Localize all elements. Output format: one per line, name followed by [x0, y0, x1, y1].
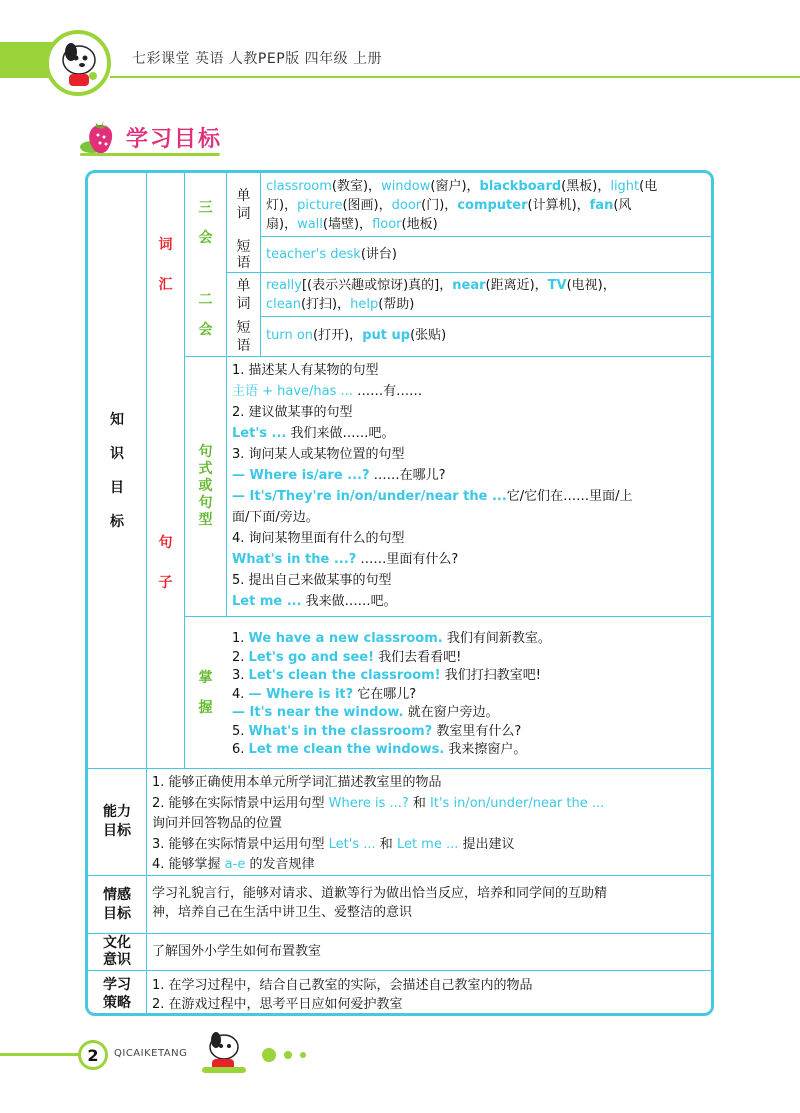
vocab-label [147, 173, 184, 356]
text-line [232, 423, 712, 444]
highlighted-text: — Where is it? [248, 686, 354, 702]
text-line [232, 741, 712, 760]
knowledge-char: 目 [110, 479, 124, 496]
vocab-char: 词 [158, 236, 173, 253]
text-segment: (教室)， [331, 179, 382, 194]
highlighted-text: — Where is/are ...? [232, 468, 370, 483]
mascot-logo [45, 30, 111, 96]
highlighted-text: Let me clean the windows. [248, 742, 445, 757]
three-skills-char: 三 [198, 199, 213, 216]
highlighted-text: computer [457, 198, 528, 213]
highlighted-text: We have a new classroom. [248, 631, 443, 646]
highlighted-text: really [266, 278, 302, 293]
header-title: 七彩课堂 英语 人教PEP版 四年级 上册 [132, 51, 383, 67]
vocab-char: 汇 [158, 276, 173, 293]
text-segment: 它在哪儿? [353, 686, 417, 702]
text-line [232, 444, 712, 465]
text-line [266, 245, 714, 264]
three-skills-phrases [266, 245, 714, 264]
highlighted-text: put up [362, 328, 411, 343]
text-segment: 它/它们在……里面/上 [506, 489, 633, 504]
highlighted-text: fan [589, 198, 614, 213]
text-line [152, 855, 712, 876]
two-skills-char: 会 [198, 321, 213, 338]
text-line [232, 507, 712, 528]
text-line [232, 465, 712, 486]
text-segment: 提出建议 [458, 836, 515, 852]
text-segment: (电视)， [566, 278, 616, 293]
text-segment: (风 [613, 198, 632, 213]
text-segment: 2. [232, 649, 249, 665]
ability-label-line: 能力 [103, 804, 131, 820]
text-line [152, 995, 712, 1014]
text-line [152, 942, 712, 961]
knowledge-char: 识 [110, 445, 124, 462]
text-line [152, 884, 712, 903]
phrases-label [227, 317, 260, 356]
text-segment: 5. 提出自己来做某事的句型 [232, 573, 392, 588]
label-char: 单 [236, 277, 251, 294]
page-number: 2 [78, 1040, 108, 1070]
text-segment: 学习礼貌言行，能够对请求、道歉等行为做出恰当反应，培养和同学间的互助精 [152, 886, 608, 901]
text-segment: 2. 能够在实际情景中运用句型 [152, 795, 329, 811]
text-segment: 6. [232, 742, 249, 757]
culture-label-line: 意识 [103, 952, 131, 968]
text-segment: 1. 描述某人有某物的句型 [232, 363, 379, 378]
text-segment: ……在哪儿? [369, 468, 446, 483]
strategy-label-line: 策略 [103, 994, 131, 1011]
text-line [266, 215, 714, 234]
text-segment: (黑板)， [561, 179, 611, 194]
emotion-label-line: 目标 [103, 905, 131, 922]
label-char: 语 [236, 254, 251, 271]
dot-icon [284, 1051, 292, 1059]
text-segment: 就在窗户旁边。 [403, 705, 499, 720]
knowledge-label [88, 173, 146, 768]
text-segment: 4. [232, 686, 249, 702]
text-segment: 扇)， [266, 217, 298, 232]
text-segment: 询问并回答物品的位置 [152, 816, 283, 831]
text-line [232, 402, 712, 423]
highlighted-text: Let me ... [396, 836, 459, 852]
highlighted-text: clean [266, 297, 301, 312]
label-char: 短 [236, 319, 251, 336]
highlighted-text: — It's near the window. [232, 705, 404, 720]
text-line [232, 591, 712, 612]
patterns-char: 式 [198, 461, 213, 477]
text-segment: 我们来做……吧。 [286, 426, 395, 441]
text-segment: 和 [408, 795, 431, 811]
text-line [232, 686, 712, 705]
text-segment: (图画)， [342, 198, 392, 213]
text-segment: 了解国外小学生如何布置教室 [152, 944, 322, 959]
text-segment: 灯)， [266, 198, 298, 213]
text-segment: 面/下面/旁边。 [232, 510, 319, 525]
learning-objectives-table [85, 170, 714, 1016]
highlighted-text: door [391, 198, 422, 213]
ability-label-line: 目标 [103, 823, 131, 839]
label-char: 词 [236, 205, 251, 222]
highlighted-text: TV [547, 278, 567, 293]
patterns-char: 句 [198, 444, 213, 460]
brand-name: QICAIKETANG [114, 1048, 188, 1059]
text-line [152, 903, 712, 922]
text-segment: ……里面有什么? [356, 552, 459, 567]
patterns-char: 型 [198, 512, 213, 528]
text-segment: [(表示兴趣或惊讶)真的]， [301, 278, 453, 293]
text-segment: 4. 询问某物里面有什么的句型 [232, 531, 405, 546]
three-skills-char: 会 [198, 229, 213, 246]
two-skills-words [266, 276, 714, 314]
text-segment: 2. 建议做某事的句型 [232, 405, 353, 420]
knowledge-char: 标 [110, 513, 124, 530]
text-line [232, 549, 712, 570]
text-segment: (距离近)， [485, 278, 548, 293]
highlighted-text: It's in/on/under/near the ... [430, 795, 605, 811]
text-line [232, 723, 712, 742]
text-line [152, 794, 712, 815]
section-underline [80, 153, 220, 156]
highlighted-text: light [610, 179, 640, 194]
master-char: 握 [198, 699, 213, 716]
sentences-label [147, 357, 184, 768]
text-line [152, 835, 712, 856]
text-segment: (讲台) [360, 247, 397, 262]
label-char: 单 [236, 187, 251, 204]
text-segment: 我们去看看吧! [374, 649, 462, 665]
sentences-char: 子 [158, 574, 173, 591]
culture-label [88, 934, 146, 970]
ability-items [152, 773, 712, 876]
text-segment: 3. 询问某人或某物位置的句型 [232, 447, 405, 462]
highlighted-text: floor [372, 217, 402, 232]
patterns-label [185, 357, 226, 616]
text-segment: 我们有间新教室。 [442, 631, 551, 646]
text-segment: 和 [375, 836, 397, 852]
master-label [185, 617, 226, 768]
highlighted-text: Let's go and see! [248, 649, 375, 665]
highlighted-text: teacher's desk [266, 247, 361, 262]
three-skills-words [266, 177, 714, 234]
text-line [232, 704, 712, 723]
highlighted-text: near [452, 278, 486, 293]
text-segment: 神，培养自己在生活中讲卫生、爱整洁的意识 [152, 905, 413, 920]
highlighted-text: Let's ... [328, 836, 376, 852]
strawberry-icon [78, 117, 122, 157]
text-segment: 我来做……吧。 [301, 594, 397, 609]
highlighted-text: What's in the ...? [232, 552, 357, 567]
highlighted-text: blackboard [479, 179, 562, 194]
text-segment: 1. 能够正确使用本单元所学词汇描述教室里的物品 [152, 775, 442, 790]
highlighted-text: classroom [266, 179, 332, 194]
phrases-label [227, 237, 260, 272]
text-segment: 我们打扫教室吧! [440, 668, 541, 683]
text-segment: 我来擦窗户。 [444, 742, 527, 757]
text-line [266, 326, 714, 345]
highlighted-text: What's in the classroom? [248, 723, 433, 739]
words-label [227, 273, 260, 316]
label-char: 短 [236, 238, 251, 255]
text-segment: 教室里有什么? [432, 723, 522, 739]
highlighted-text: Let me ... [232, 594, 302, 609]
label-char: 语 [236, 337, 251, 354]
text-segment: (电 [639, 179, 658, 194]
culture-items [152, 942, 712, 961]
two-skills-phrases [266, 326, 714, 345]
strategy-items [152, 976, 712, 1014]
text-line [232, 630, 712, 649]
text-segment: (打扫)， [300, 297, 351, 312]
text-segment: 5. [232, 723, 249, 739]
text-line [152, 814, 712, 835]
words-label [227, 173, 260, 236]
highlighted-text: turn on [266, 328, 314, 343]
highlighted-text: Let's clean the classroom! [248, 668, 441, 683]
text-line [232, 649, 712, 668]
text-line [152, 773, 712, 794]
emotion-label [88, 876, 146, 933]
highlighted-text: picture [297, 198, 343, 213]
sentences-char: 句 [158, 534, 173, 551]
label-char: 词 [236, 295, 251, 312]
text-segment: 1. 在学习过程中，结合自己教室的实际，会描述自己教室内的物品 [152, 978, 533, 993]
text-line [232, 360, 712, 381]
highlighted-text: 主语 + have/has ... [232, 384, 353, 399]
text-segment: 3. [232, 668, 249, 683]
highlighted-text: wall [297, 217, 323, 232]
text-segment: (墙壁)， [322, 217, 373, 232]
text-segment: ……有…… [352, 384, 423, 399]
knowledge-char: 知 [110, 411, 124, 428]
footer-line [0, 1053, 80, 1056]
strategy-label-line: 学习 [103, 976, 131, 993]
text-line [232, 667, 712, 686]
sentence-patterns [232, 360, 712, 612]
patterns-char: 或 [198, 478, 213, 494]
master-char: 掌 [198, 669, 213, 686]
text-line [152, 976, 712, 995]
culture-label-line: 文化 [103, 935, 131, 951]
highlighted-text: Where is ...? [328, 795, 409, 811]
mascot-icon [196, 1027, 252, 1079]
dot-icon [300, 1052, 306, 1058]
patterns-char: 句 [198, 495, 213, 511]
text-line [232, 570, 712, 591]
text-segment: 3. 能够在实际情景中运用句型 [152, 836, 329, 852]
highlighted-text: a-e [224, 857, 246, 872]
text-line [266, 276, 714, 295]
highlighted-text: Let's ... [232, 426, 287, 441]
three-skills-label [185, 173, 226, 272]
emotion-label-line: 情感 [103, 886, 131, 903]
text-segment: 的发音规律 [245, 857, 315, 872]
text-segment: 2. 在游戏过程中，思考平日应如何爱护教室 [152, 997, 403, 1012]
text-segment: (帮助) [378, 297, 415, 312]
text-segment: (打开)， [313, 328, 363, 343]
highlighted-text: — It's/They're in/on/under/near the ... [232, 489, 507, 504]
text-line [232, 381, 712, 402]
text-line [266, 177, 714, 196]
text-segment: 1. [232, 631, 249, 646]
text-segment: (计算机)， [527, 198, 590, 213]
highlighted-text: help [350, 297, 379, 312]
text-segment: 4. 能够掌握 [152, 857, 225, 872]
text-line [266, 295, 714, 314]
text-segment: (张贴) [410, 328, 447, 343]
text-line [266, 196, 714, 215]
emotion-items [152, 884, 712, 922]
decorative-dots [262, 1048, 306, 1062]
strategy-label [88, 971, 146, 1016]
text-segment: (门)， [421, 198, 458, 213]
two-skills-label [185, 273, 226, 356]
two-skills-char: 二 [198, 291, 213, 308]
section-title: 学习目标 [126, 127, 223, 152]
header-line [110, 76, 800, 78]
text-line [232, 486, 712, 507]
ability-label [88, 769, 146, 875]
sentences-to-master [232, 630, 712, 760]
highlighted-text: window [381, 179, 431, 194]
text-segment: (地板) [401, 217, 438, 232]
text-segment: (窗户)， [430, 179, 480, 194]
dot-icon [262, 1048, 276, 1062]
text-line [232, 528, 712, 549]
